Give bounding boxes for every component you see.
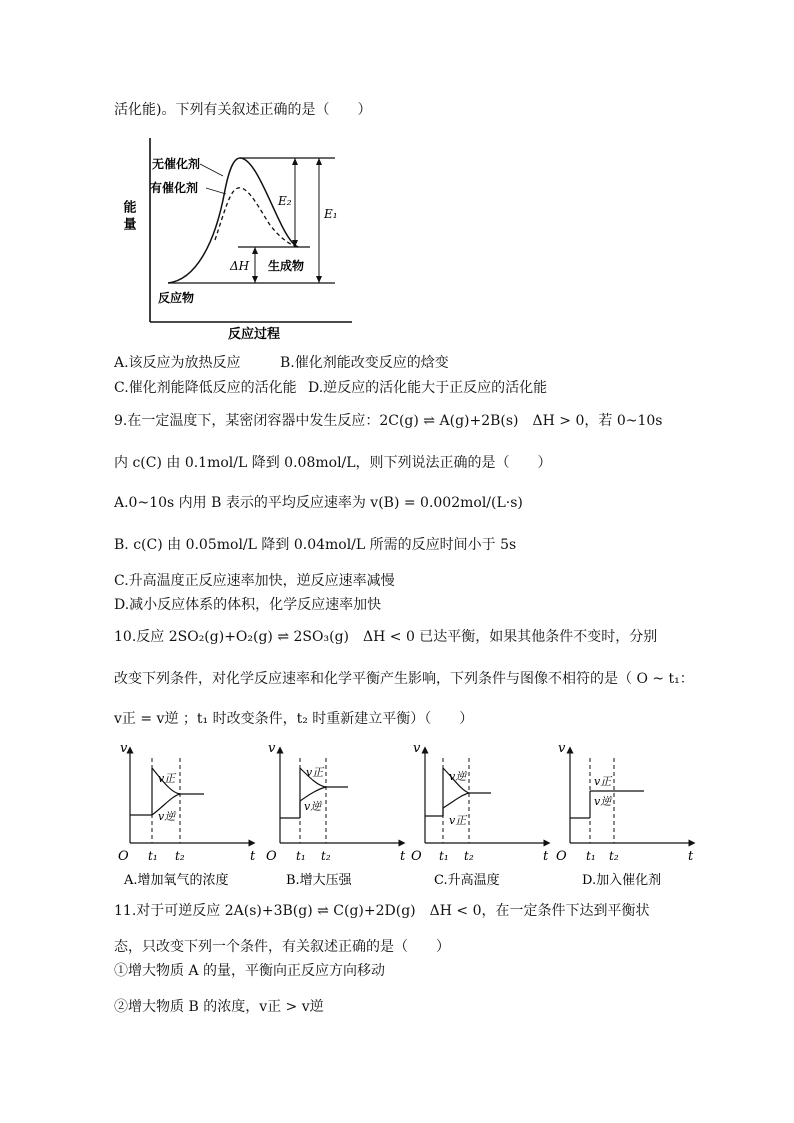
q9-option-a: A.0~10s 内用 B 表示的平均反应速率为 v(B) = 0.002mol/(L·s) <box>114 495 523 511</box>
graph-b-t: t <box>400 849 406 864</box>
q9-option-b: B. c(C) 由 0.05mol/L 降到 0.04mol/L 所需的反应时间小于 5s <box>114 537 517 553</box>
x-axis-label: 反应过程 <box>228 327 281 342</box>
graph-a-vz: v正 <box>158 772 176 785</box>
dh-label: ΔH <box>230 259 250 273</box>
graph-a-t1: t₁ <box>148 849 158 863</box>
e2-label: E₂ <box>278 194 292 208</box>
graph-a-t: t <box>250 849 256 864</box>
graph-c-t1: t₁ <box>439 849 449 863</box>
graph-a-o: O <box>118 849 129 864</box>
q10-stem-line2: 改变下列条件，对化学反应速率和化学平衡产生影响，下列条件与图像不相符的是（ O ~ t₁： <box>114 671 694 687</box>
q8-option-b: B.催化剂能改变反应的焓变 <box>280 355 449 371</box>
q11-item1: ①增大物质 A 的量，平衡向正反应方向移动 <box>114 963 386 979</box>
graph-c-vz: v正 <box>449 814 467 827</box>
caption-b: B.增大压强 <box>286 873 352 888</box>
graph-c-v: v <box>413 741 421 756</box>
graph-b-vz: v正 <box>306 766 324 779</box>
with-catalyst-label: 有催化剂 <box>150 181 199 195</box>
graph-d-vn: v逆 <box>594 795 612 808</box>
q11-stem-line2: 态，只改变下列一个条件，有关叙述正确的是（ ） <box>114 939 450 955</box>
q11-stem-line1: 11.对于可逆反应 2A(s)+3B(g) ⇌ C(g)+2D(g) ΔH < 0，在一定条件下达到平衡状 <box>114 903 650 919</box>
graph-d-t2: t₂ <box>609 849 619 863</box>
graph-a <box>118 741 256 864</box>
graph-d <box>556 741 694 864</box>
no-catalyst-label: 无催化剂 <box>152 157 201 171</box>
product-label: 生成物 <box>268 259 305 273</box>
graph-c <box>411 741 549 864</box>
graph-a-vn: v逆 <box>158 810 176 823</box>
graph-b-t1: t₁ <box>296 849 306 863</box>
intro-line: 活化能)。下列有关叙述正确的是（ ） <box>114 102 372 118</box>
graph-b-o: O <box>266 849 277 864</box>
graph-c-vn: v逆 <box>449 770 467 783</box>
q9-stem-line2: 内 c(C) 由 0.1mol/L 降到 0.08mol/L，则下列说法正确的是（ ） <box>114 455 552 471</box>
q8-option-d: D.逆反应的活化能大于正反应的活化能 <box>308 380 548 396</box>
e1-label: E₁ <box>324 207 338 221</box>
q9-stem-line1: 9.在一定温度下，某密闭容器中发生反应：2C(g) ⇌ A(g)+2B(s) ΔH > 0，若 0~10s <box>114 413 663 429</box>
graph-b-vn: v逆 <box>304 800 322 813</box>
q9-option-d: D.减小反应体系的体积，化学反应速率加快 <box>114 597 382 613</box>
q8-option-c: C.催化剂能降低反应的活化能 <box>114 380 297 396</box>
caption-d: D.加入催化剂 <box>582 873 662 888</box>
graph-c-t: t <box>543 849 549 864</box>
graph-d-t1: t₁ <box>586 849 596 863</box>
graph-d-t: t <box>688 849 694 864</box>
graph-d-o: O <box>556 849 567 864</box>
q10-stem-line3: v正 = v逆 ；t₁ 时改变条件，t₂ 时重新建立平衡）（ ） <box>114 711 474 727</box>
graph-c-o: O <box>411 849 422 864</box>
graph-b <box>266 741 406 864</box>
graph-a-v: v <box>120 741 128 756</box>
q8-option-a: A.该反应为放热反应 <box>114 355 241 371</box>
q11-item2: ②增大物质 B 的浓度，v正 > v逆 <box>114 999 324 1015</box>
reactant-label: 反应物 <box>158 291 195 305</box>
caption-c: C.升高温度 <box>434 873 500 888</box>
caption-a: A.增加氧气的浓度 <box>124 873 229 888</box>
q9-option-c: C.升高温度正反应速率加快，逆反应速率减慢 <box>114 573 395 589</box>
vt-graphs <box>112 738 692 888</box>
graph-a-t2: t₂ <box>175 849 185 863</box>
graph-c-t2: t₂ <box>464 849 474 863</box>
y-axis-label: 能量 <box>120 200 136 234</box>
q10-stem-line1: 10.反应 2SO₂(g)+O₂(g) ⇌ 2SO₃(g) ΔH < 0 已达平衡，如果其他条件不变时，分别 <box>114 629 658 645</box>
graph-b-t2: t₂ <box>321 849 331 863</box>
graph-b-v: v <box>268 741 276 756</box>
graph-d-v: v <box>558 741 566 756</box>
graph-d-vz: v正 <box>594 775 612 788</box>
energy-diagram <box>120 130 380 345</box>
